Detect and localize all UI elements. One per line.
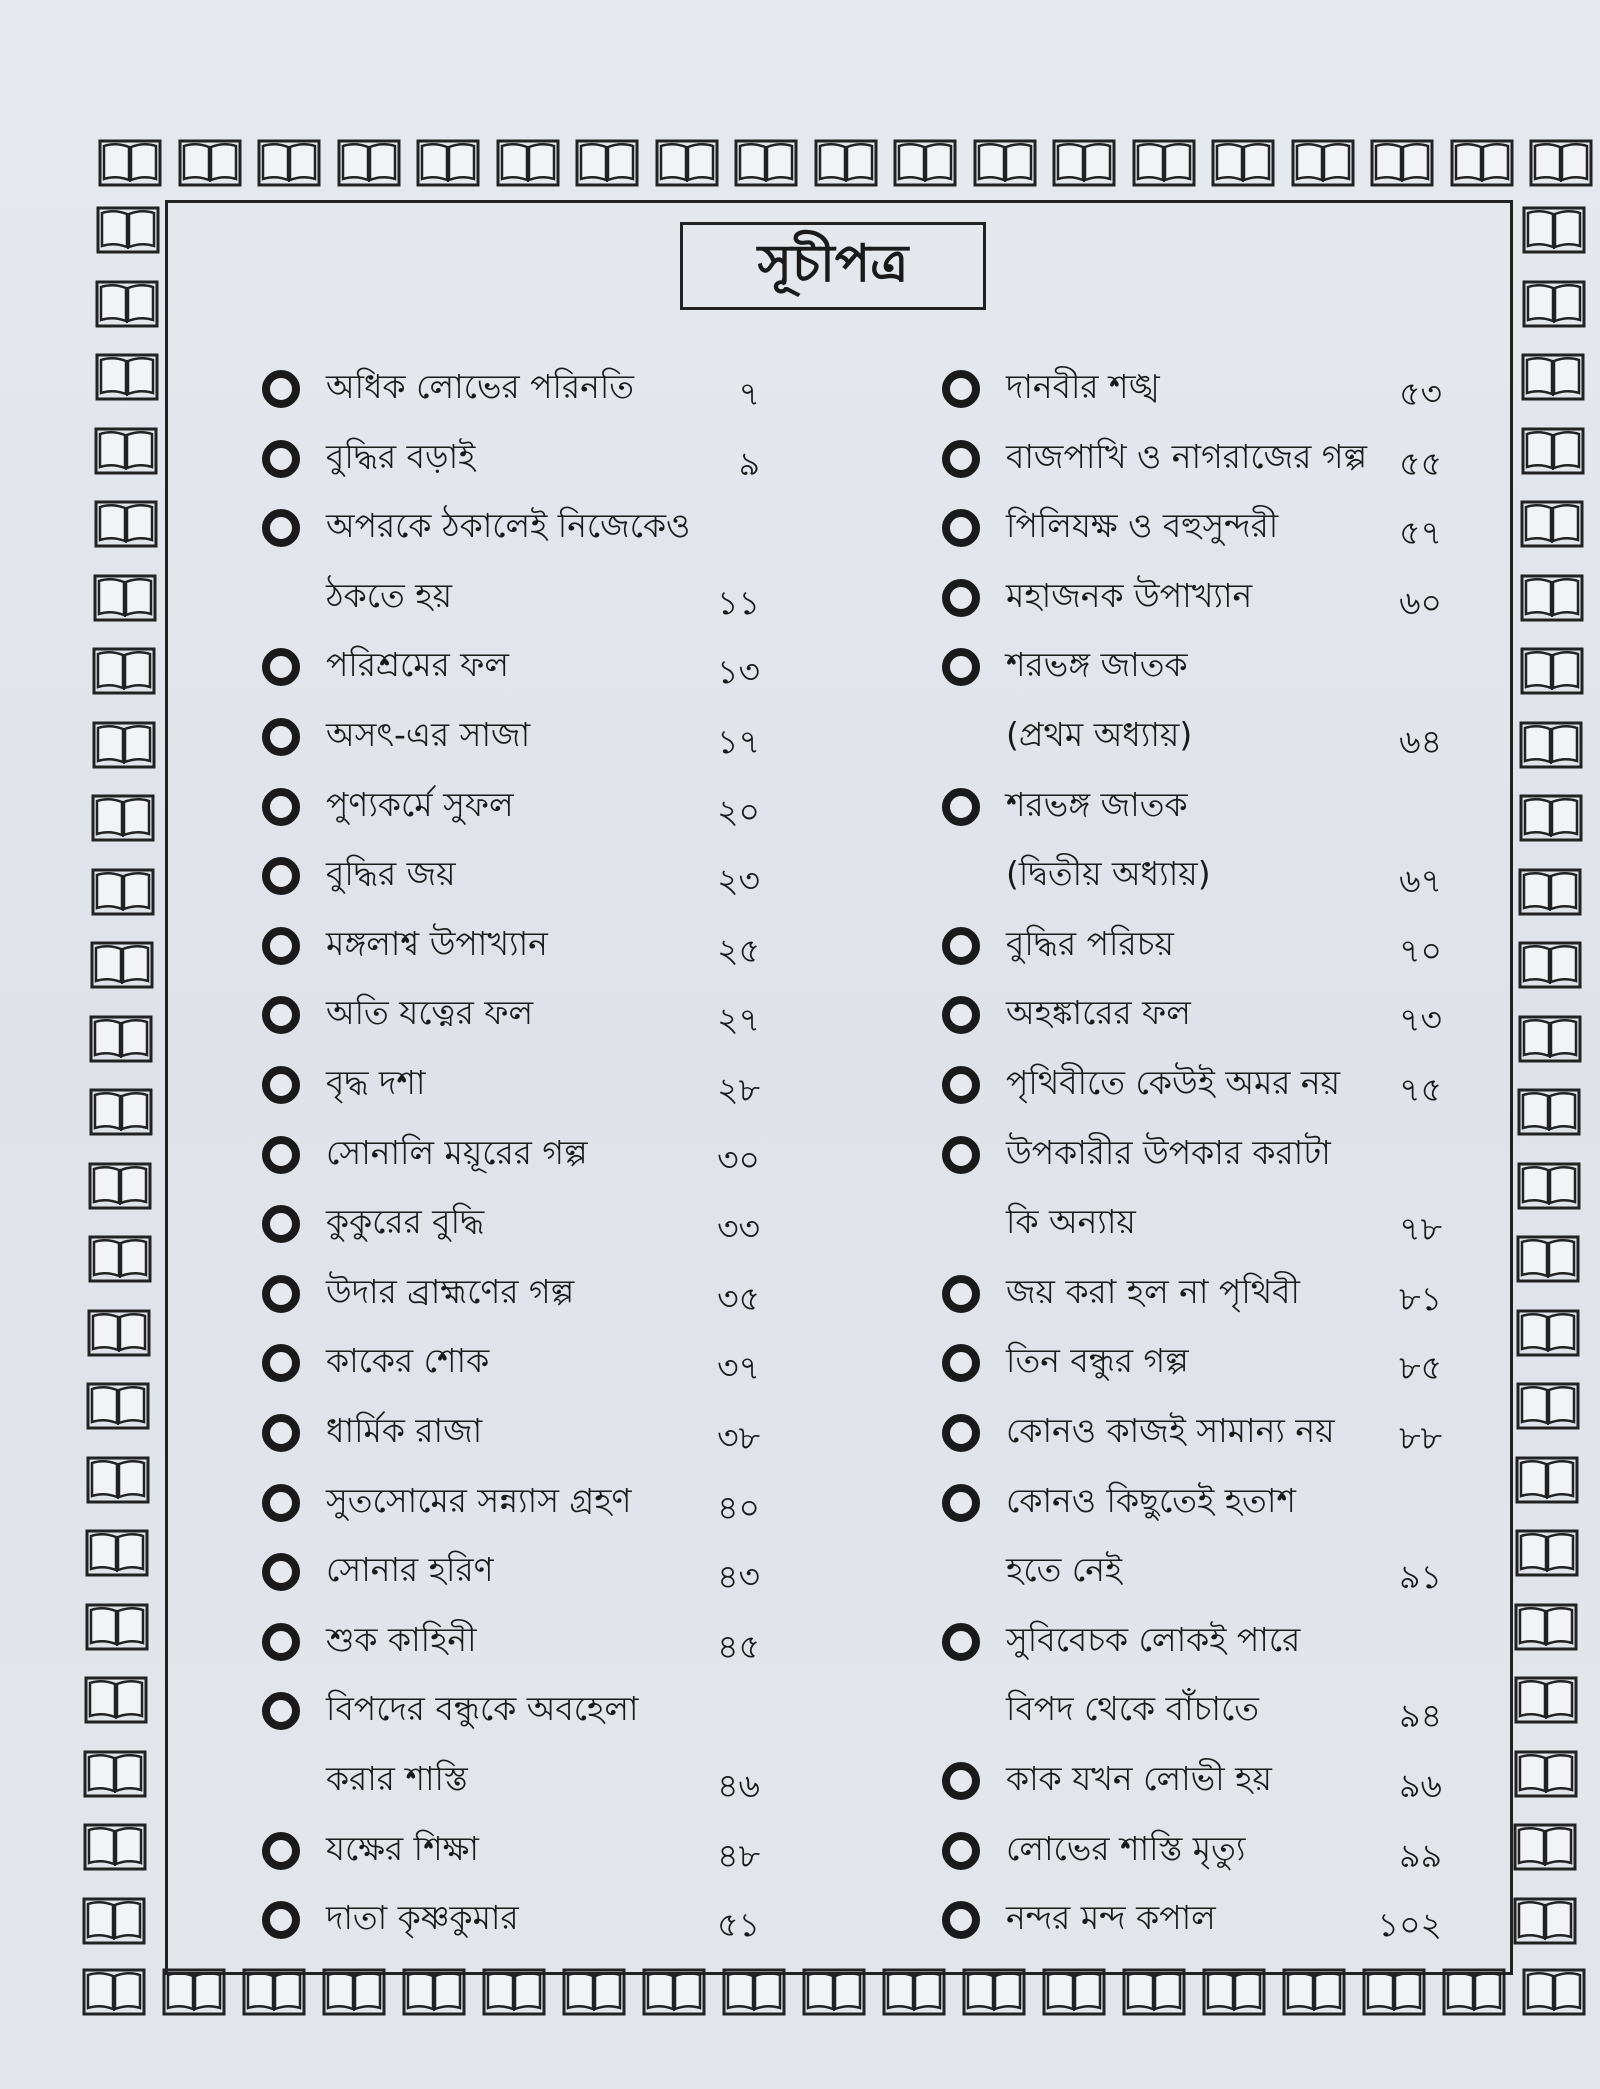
toc-entry-right: [942, 567, 1252, 629]
entry-page-number: ২৭: [717, 1000, 760, 1040]
entry-title: মহাজনক উপাখ্যান: [1006, 575, 1253, 615]
bullet-icon: [942, 440, 980, 478]
open-book-icon: [337, 138, 401, 188]
entry-title: সোনার হরিণ: [326, 1550, 494, 1590]
bullet-icon: [942, 648, 980, 686]
toc-entry-left: [262, 1472, 632, 1534]
entry-title: পুণ্যকর্মে সুফল: [326, 784, 514, 824]
entry-title: জয় করা হল না পৃথিবী: [1006, 1271, 1300, 1311]
entry-title: অপরকে ঠকালেই নিজেকেও: [326, 506, 691, 546]
bullet-icon: [262, 509, 300, 547]
entry-title: হতে নেই: [1006, 1550, 1123, 1590]
open-book-icon: [973, 138, 1037, 188]
entry-title: কি অন্যায়: [1006, 1202, 1136, 1242]
bullet-icon: [262, 996, 300, 1034]
bullet-icon: [262, 1553, 300, 1591]
toc-entry-left: [262, 428, 475, 490]
toc-entry-left: [262, 567, 452, 629]
bullet-icon: [262, 440, 300, 478]
bullet-icon: [942, 370, 980, 408]
entry-title: অতি যত্নের ফল: [326, 993, 534, 1033]
open-book-icon: [1517, 1161, 1581, 1211]
bullet-icon: [262, 648, 300, 686]
toc-entry-right: [942, 428, 1367, 490]
open-book-icon: [86, 1455, 150, 1505]
bullet-icon: [942, 1066, 980, 1104]
open-book-icon: [90, 940, 154, 990]
entry-page-number: ১৩: [717, 652, 760, 692]
bullet-icon: [942, 1762, 980, 1800]
open-book-icon: [84, 1675, 148, 1725]
entry-title: ঠকতে হয়: [326, 575, 453, 615]
bullet-icon: [262, 1066, 300, 1104]
open-book-icon: [178, 138, 242, 188]
entry-page-number: ৯৬: [1399, 1766, 1442, 1805]
toc-entry-left: [262, 1820, 479, 1882]
open-book-icon: [1052, 138, 1116, 188]
open-book-icon: [1450, 138, 1514, 188]
bullet-icon: [942, 1832, 980, 1870]
toc-entry-left: [262, 776, 514, 838]
open-book-icon: [1522, 1967, 1586, 2017]
bullet-icon: [262, 1136, 300, 1174]
open-book-icon: [83, 1822, 147, 1872]
toc-entry-left: [262, 706, 530, 768]
toc-entry-right: [942, 1332, 1189, 1394]
entry-title: যক্ষের শিক্ষা: [326, 1828, 479, 1868]
open-book-icon: [814, 138, 878, 188]
toc-entry-left: [262, 1889, 519, 1951]
entry-title: দাতা কৃষ্ণকুমার: [326, 1898, 519, 1938]
bullet-spacer: [942, 1692, 980, 1730]
open-book-icon: [1522, 279, 1586, 329]
toc-entry-left: [262, 1541, 494, 1603]
toc-entry-left: [262, 1750, 468, 1812]
toc-entry-right: [942, 1402, 1335, 1464]
toc-entry-right: [942, 1054, 1340, 1116]
toc-entry-right: [942, 1541, 1122, 1603]
entry-title: বাজপাখি ও নাগরাজের গল্প: [1006, 436, 1368, 476]
bullet-icon: [942, 509, 980, 547]
entry-title: সুবিবেচক লোকই পারে: [1006, 1619, 1301, 1659]
open-book-icon: [91, 793, 155, 843]
entry-title: কোনও কিছুতেই হতাশ: [1006, 1480, 1296, 1520]
bullet-icon: [262, 1484, 300, 1522]
open-book-icon: [1132, 138, 1196, 188]
entry-page-number: ৫৭: [1399, 513, 1442, 553]
bullet-icon: [942, 1344, 980, 1382]
title-box: [680, 222, 986, 310]
toc-entry-right: [942, 1124, 1331, 1186]
bullet-icon: [942, 1484, 980, 1522]
bullet-icon: [942, 579, 980, 617]
toc-entry-left: [262, 497, 690, 559]
open-book-icon: [1521, 352, 1585, 402]
open-book-icon: [1520, 646, 1584, 696]
entry-title: সুতসোমের সন্ন্যাস গ্রহণ: [326, 1480, 632, 1520]
toc-entry-left: [262, 1332, 489, 1394]
open-book-icon: [83, 1749, 147, 1799]
open-book-icon: [94, 426, 158, 476]
entry-title: করার শাস্তি: [326, 1759, 468, 1798]
open-book-icon: [1291, 138, 1355, 188]
entry-page-number: ৯৯: [1399, 1835, 1442, 1875]
bullet-icon: [262, 718, 300, 756]
entry-title: ধার্মিক রাজা: [326, 1411, 483, 1450]
bullet-icon: [942, 1901, 980, 1939]
entry-title: বৃদ্ধ দশা: [326, 1063, 426, 1102]
entry-page-number: ৬৭: [1399, 861, 1442, 901]
bullet-spacer: [942, 857, 980, 895]
bullet-icon: [262, 1275, 300, 1313]
open-book-icon: [655, 138, 719, 188]
toc-entry-right: [942, 1750, 1272, 1812]
entry-page-number: ৩০: [717, 1139, 760, 1179]
entry-page-number: ২৫: [717, 930, 760, 970]
open-book-icon: [1514, 1749, 1578, 1799]
open-book-icon: [1517, 1087, 1581, 1137]
entry-title: লোভের শাস্তি মৃত্যু: [1006, 1828, 1246, 1868]
entry-page-number: ৪৫: [717, 1626, 760, 1666]
toc-entry-right: [942, 358, 1160, 420]
toc-entry-left: [262, 1054, 426, 1116]
open-book-icon: [92, 720, 156, 770]
entry-page-number: ২৮: [717, 1070, 760, 1109]
open-book-icon: [1522, 205, 1586, 255]
entry-page-number: ৪৩: [717, 1557, 760, 1597]
entry-page-number: ৫৫: [1399, 443, 1442, 483]
open-book-icon: [1513, 1896, 1577, 1946]
entry-page-number: ৮৫: [1399, 1348, 1442, 1388]
entry-title: পিলিযক্ষ ও বহুসুন্দরী: [1006, 506, 1279, 546]
open-book-icon: [575, 138, 639, 188]
toc-entry-right: [942, 1611, 1300, 1673]
open-book-icon: [91, 867, 155, 917]
open-book-icon: [96, 205, 160, 255]
entry-page-number: ৩৫: [717, 1278, 760, 1318]
entry-page-number: ২৩: [717, 861, 760, 901]
toc-entry-right: [942, 845, 1211, 907]
toc-entry-left: [262, 1124, 588, 1186]
open-book-icon: [1211, 138, 1275, 188]
open-book-icon: [1519, 793, 1583, 843]
entry-title: বিপদের বন্ধুকে অবহেলা: [326, 1689, 639, 1729]
entry-page-number: ৮১: [1399, 1278, 1442, 1318]
bullet-icon: [262, 1901, 300, 1939]
entry-title: কাকের শোক: [326, 1341, 490, 1381]
open-book-icon: [88, 1234, 152, 1284]
open-book-icon: [1514, 1602, 1578, 1652]
entry-page-number: ৯১: [1399, 1557, 1442, 1597]
entry-page-number: ৫১: [717, 1905, 760, 1945]
entry-page-number: ৮৮: [1399, 1418, 1442, 1457]
bullet-icon: [262, 788, 300, 826]
bullet-spacer: [942, 1553, 980, 1591]
toc-entry-right: [942, 915, 1174, 977]
entry-page-number: ৭৫: [1399, 1070, 1442, 1109]
open-book-icon: [1516, 1308, 1580, 1358]
open-book-icon: [95, 279, 159, 329]
entry-page-number: ৬০: [1399, 582, 1442, 622]
bullet-icon: [942, 996, 980, 1034]
open-book-icon: [1529, 138, 1593, 188]
bullet-icon: [942, 1275, 980, 1313]
toc-entry-left: [262, 984, 533, 1046]
open-book-icon: [94, 499, 158, 549]
entry-title: শরভঙ্গ জাতক: [1006, 784, 1188, 824]
entry-title: কুকুরের বুদ্ধি: [326, 1202, 485, 1242]
entry-title: দানবীর শঙ্খ: [1006, 367, 1160, 406]
entry-title: নন্দর মন্দ কপাল: [1006, 1898, 1216, 1938]
entry-page-number: ৩৭: [717, 1348, 760, 1388]
open-book-icon: [734, 138, 798, 188]
toc-entry-right: [942, 1472, 1296, 1534]
open-book-icon: [1515, 1455, 1579, 1505]
entry-page-number: ৪০: [717, 1487, 760, 1527]
open-book-icon: [86, 1381, 150, 1431]
bullet-icon: [262, 1692, 300, 1730]
entry-title: তিন বন্ধুর গল্প: [1006, 1341, 1189, 1381]
open-book-icon: [93, 573, 157, 623]
entry-title: অহঙ্কারের ফল: [1006, 993, 1191, 1033]
entry-page-number: ৭৩: [1399, 1000, 1442, 1040]
open-book-icon: [1515, 1528, 1579, 1578]
toc-entry-right: [942, 776, 1188, 838]
entry-page-number: ৭৮: [1399, 1209, 1442, 1249]
entry-title: উদার ব্রাহ্মণের গল্প: [326, 1271, 575, 1311]
bullet-spacer: [942, 1205, 980, 1243]
toc-entry-right: [942, 1680, 1259, 1742]
entry-title: কোনও কাজই সামান্য নয়: [1006, 1411, 1335, 1450]
open-book-icon: [1516, 1381, 1580, 1431]
open-book-icon: [496, 138, 560, 188]
entry-page-number: ৪৬: [717, 1766, 760, 1805]
entry-page-number: ৩৮: [717, 1418, 760, 1457]
toc-entry-left: [262, 1680, 639, 1742]
bullet-icon: [942, 1623, 980, 1661]
entry-title: (প্রথম অধ্যায়): [1006, 715, 1193, 754]
toc-entry-left: [262, 915, 548, 977]
entry-title: মঙ্গলাশ্ব উপাখ্যান: [326, 923, 548, 963]
bullet-icon: [262, 370, 300, 408]
bullet-icon: [262, 1832, 300, 1870]
open-book-icon: [82, 1896, 146, 1946]
bullet-icon: [262, 927, 300, 965]
entry-page-number: ৯: [738, 443, 760, 483]
open-book-icon: [95, 352, 159, 402]
entry-page-number: ১১: [717, 582, 760, 622]
open-book-icon: [1513, 1822, 1577, 1872]
entry-page-number: ২০: [717, 791, 760, 831]
open-book-icon: [1514, 1675, 1578, 1725]
bullet-spacer: [942, 718, 980, 756]
bullet-icon: [942, 788, 980, 826]
bullet-icon: [262, 1344, 300, 1382]
entry-title: পরিশ্রমের ফল: [326, 645, 509, 685]
bullet-spacer: [262, 579, 300, 617]
entry-title: শুক কাহিনী: [326, 1619, 477, 1659]
open-book-icon: [88, 1161, 152, 1211]
bullet-icon: [942, 927, 980, 965]
open-book-icon: [1520, 573, 1584, 623]
entry-page-number: ৩৩: [717, 1209, 760, 1249]
entry-page-number: ৭০: [1399, 930, 1442, 970]
bullet-icon: [262, 1205, 300, 1243]
toc-entry-left: [262, 1193, 484, 1255]
entry-title: শরভঙ্গ জাতক: [1006, 645, 1188, 685]
toc-entry-right: [942, 1820, 1245, 1882]
open-book-icon: [1516, 1234, 1580, 1284]
open-book-icon: [98, 138, 162, 188]
toc-entry-right: [942, 1889, 1216, 1951]
toc-entry-right: [942, 636, 1188, 698]
entry-title: অধিক লোভের পরিনতি: [326, 367, 635, 406]
bullet-icon: [942, 1414, 980, 1452]
open-book-icon: [416, 138, 480, 188]
toc-entry-left: [262, 1263, 574, 1325]
open-book-icon: [257, 138, 321, 188]
entry-page-number: ১৭: [717, 722, 760, 761]
bullet-icon: [262, 1414, 300, 1452]
entry-title: উপকারীর উপকার করাটা: [1006, 1132, 1331, 1172]
open-book-icon: [92, 646, 156, 696]
open-book-icon: [1520, 499, 1584, 549]
entry-page-number: ১০২: [1377, 1905, 1442, 1945]
entry-title: বুদ্ধির পরিচয়: [1006, 923, 1174, 963]
open-book-icon: [1519, 720, 1583, 770]
bullet-spacer: [262, 1762, 300, 1800]
entry-title: (দ্বিতীয় অধ্যায়): [1006, 854, 1211, 894]
page-title: সূচীপত্র: [757, 233, 909, 294]
toc-entry-left: [262, 636, 509, 698]
entry-title: বিপদ থেকে বাঁচাতে: [1006, 1689, 1259, 1729]
toc-entry-left: [262, 845, 456, 907]
open-book-icon: [1518, 867, 1582, 917]
entry-title: পৃথিবীতে কেউই অমর নয়: [1006, 1063, 1341, 1102]
bullet-icon: [262, 1623, 300, 1661]
entry-page-number: ৫৩: [1399, 374, 1442, 413]
entry-page-number: ৯৪: [1399, 1696, 1442, 1736]
entry-page-number: ৭: [738, 374, 760, 413]
open-book-icon: [85, 1528, 149, 1578]
entry-title: কাক যখন লোভী হয়: [1006, 1759, 1272, 1798]
open-book-icon: [89, 1087, 153, 1137]
open-book-icon: [87, 1308, 151, 1358]
open-book-icon: [1521, 426, 1585, 476]
open-book-icon: [1370, 138, 1434, 188]
open-book-icon: [89, 1014, 153, 1064]
open-book-icon: [82, 1967, 146, 2017]
entry-title: বুদ্ধির বড়াই: [326, 436, 476, 476]
open-book-icon: [1518, 1014, 1582, 1064]
entry-title: সোনালি ময়ূরের গল্প: [326, 1132, 588, 1172]
toc-entry-right: [942, 497, 1278, 559]
open-book-icon: [893, 138, 957, 188]
entry-page-number: ৪৮: [717, 1835, 760, 1875]
toc-entry-right: [942, 984, 1191, 1046]
toc-entry-left: [262, 1611, 477, 1673]
bullet-icon: [942, 1136, 980, 1174]
bullet-icon: [262, 857, 300, 895]
entry-title: বুদ্ধির জয়: [326, 854, 456, 894]
open-book-icon: [85, 1602, 149, 1652]
toc-entry-right: [942, 1263, 1300, 1325]
entry-page-number: ৬৪: [1399, 722, 1442, 761]
toc-entry-right: [942, 1193, 1136, 1255]
toc-entry-left: [262, 358, 634, 420]
open-book-icon: [1518, 940, 1582, 990]
toc-entry-right: [942, 706, 1192, 768]
toc-entry-left: [262, 1402, 482, 1464]
entry-title: অসৎ-এর সাজা: [326, 715, 531, 754]
